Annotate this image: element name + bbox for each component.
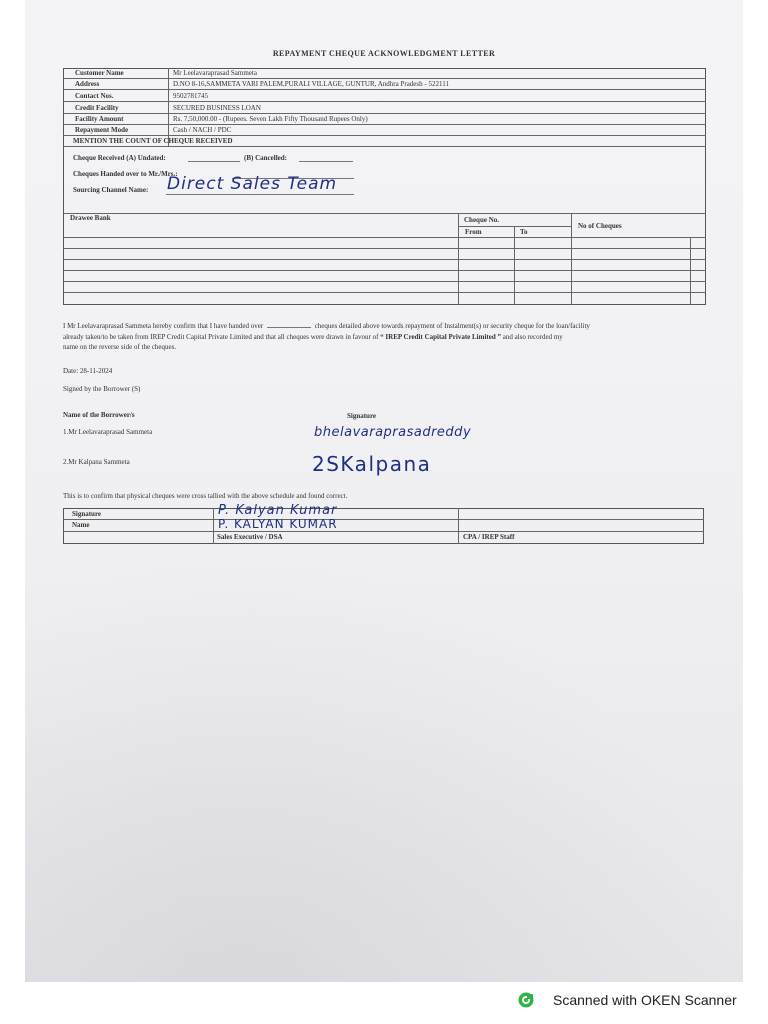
value-contact: 9502781745: [173, 92, 208, 100]
label-facility-amount: Facility Amount: [75, 115, 124, 123]
label-repayment-mode: Repayment Mode: [75, 126, 129, 134]
staff-name-handwriting: P. KALYAN KUMAR: [218, 517, 338, 531]
row-line: [63, 135, 706, 136]
value-customer-name: Mr Leelavaraprasad Sammeta: [173, 69, 257, 77]
declaration-line-1: [63, 322, 590, 331]
label-contact: Contact Nos.: [75, 92, 114, 100]
label-credit-facility: Credit Facility: [75, 104, 119, 112]
signature-heading: Signature: [347, 412, 377, 420]
oken-scanner-logo-icon: [518, 992, 534, 1008]
cpa-staff-label: CPA / IREP Staff: [463, 533, 515, 541]
declaration-line-2: [63, 333, 563, 342]
label-address: Address: [75, 80, 100, 88]
cheque-table-top: [63, 213, 706, 214]
value-address: D.NO 8-16,SAMMETA VARI PALEM,PURALI VILLAGE, GUNTUR, Andhra Pradesh - 522111: [173, 80, 449, 88]
row-line: [63, 237, 706, 238]
label-customer-name: Customer Name: [75, 69, 124, 77]
row-line: [63, 292, 706, 293]
signed-by-text: Signed by the Borrower (S): [63, 385, 141, 393]
sourcing-label: Sourcing Channel Name:: [73, 186, 149, 194]
row-line: [63, 281, 706, 282]
confirmation-text: This is to confirm that physical cheques were cross tallied with the above schedule and found correct.: [63, 492, 348, 500]
declaration-line-3: name on the reverse side of the cheques.: [63, 343, 177, 351]
declaration-part-1: I Mr Leelavaraprasad Sammeta hereby confirm that I have handed over: [63, 322, 264, 330]
cancelled-blank: [299, 161, 353, 162]
from-header: From: [465, 228, 482, 236]
scanner-watermark-text: Scanned with OKEN Scanner: [553, 992, 737, 1008]
borrower-2-name: 2.Mr Kalpana Sammeta: [63, 458, 130, 466]
row-line: [63, 124, 706, 125]
cheque-no-header: Cheque No.: [464, 216, 500, 224]
row-line: [63, 519, 704, 520]
borrower-1-signature: bhelavaraprasadreddy: [314, 425, 472, 440]
value-credit-facility: SECURED BUSINESS LOAN: [173, 104, 261, 112]
staff-signature-table: [63, 508, 704, 544]
row-line: [63, 270, 706, 271]
cancelled-label: (B) Cancelled:: [244, 154, 287, 162]
borrowers-heading: Name of the Borrower/s: [63, 411, 135, 419]
staff-signature-label: Signature: [72, 510, 102, 518]
staff-signature-handwriting: P. Kalyan Kumar: [218, 503, 338, 518]
declaration-blank: [267, 327, 311, 328]
undated-blank: [188, 161, 240, 162]
row-line: [63, 78, 706, 79]
drawee-bank-header: Drawee Bank: [70, 214, 111, 222]
sales-executive-label: Sales Executive / DSA: [217, 533, 283, 541]
no-of-cheques-header: No of Cheques: [578, 222, 622, 230]
date-text: Date: 28-11-2024: [63, 367, 113, 375]
declaration-part-4: and also recorded my: [502, 333, 563, 341]
staff-name-label: Name: [72, 521, 90, 529]
row-line: [458, 226, 571, 227]
row-line: [63, 248, 706, 249]
borrower-1-name: 1.Mr Leelavaraprasad Sammeta: [63, 428, 153, 436]
declaration-part-2: cheques detailed above towards repayment of Instalment(s) or security cheque for the loan/facility: [314, 322, 590, 330]
col-line: [213, 508, 214, 544]
row-line: [63, 89, 706, 90]
sourcing-blank: [166, 194, 354, 195]
document-title: REPAYMENT CHEQUE ACKNOWLEDGMENT LETTER: [272, 49, 496, 58]
row-line: [63, 101, 706, 102]
borrower-2-signature: 2SKalpana: [312, 452, 432, 476]
cheque-received-label: Cheque Received (A) Undated:: [73, 154, 166, 162]
declaration-company-name: “ IREP Credit Capital Private Limited ”: [380, 333, 501, 341]
value-repayment-mode: Cash / NACH / PDC: [173, 126, 232, 134]
row-line: [63, 531, 704, 532]
value-facility-amount: Rs. 7,50,000.00 - (Rupees. Seven Lakh Fifty Thousand Rupees Only): [173, 115, 368, 123]
mention-heading: MENTION THE COUNT OF CHEQUE RECEIVED: [73, 137, 233, 145]
col-line: [458, 508, 459, 544]
row-line: [63, 146, 706, 147]
declaration-part-3: already taken/to be taken from IREP Credit Capital Private Limited and that all cheques were drawn in favour of: [63, 333, 379, 341]
row-line: [63, 113, 706, 114]
sourcing-handwriting: Direct Sales Team: [167, 174, 338, 194]
row-line: [63, 259, 706, 260]
handed-over-label: Cheques Handed over to Mr./Mrs.:: [73, 170, 178, 178]
to-header: To: [520, 228, 528, 236]
